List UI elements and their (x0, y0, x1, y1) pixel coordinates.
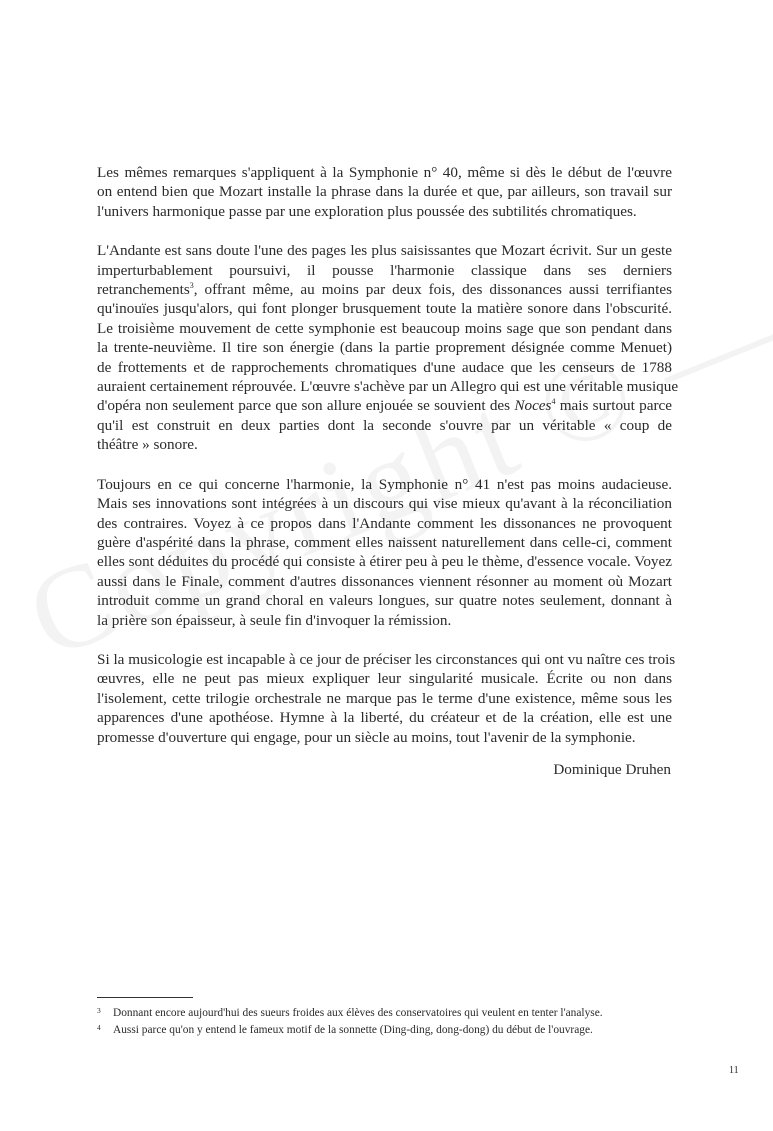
text-line: auraient certainement réprouvée. L'œuvre s'achève par un Allegro qui est une véritable musique (97, 378, 679, 396)
footnote-number: 4 (97, 1023, 101, 1032)
text-line: qu'il est construit en deux parties dont la seconde s'ouvre par un véritable « coup de (97, 416, 672, 434)
text-line: promesse d'ouverture qui engage, pour un siècle au moins, tout l'avenir de la symphonie. (97, 728, 636, 746)
text-line: introduit comme un grand choral en valeurs longues, sur quatre notes seulement, donnant à (97, 592, 672, 610)
text-line: œuvres, elle ne peut pas mieux expliquer leur singularité musicale. Écrite ou non dans (97, 670, 672, 688)
text-line: Les mêmes remarques s'appliquent à la Symphonie n° 40, même si dès le début de l'œuvre (97, 164, 672, 181)
paragraph-3 (97, 475, 672, 630)
footnote-separator (97, 997, 193, 998)
page-number: 11 (729, 1065, 739, 1076)
text-line: la trente-neuvième. Il tire son énergie (dans la partie proprement désignée comme Menuet) (97, 339, 672, 357)
text-line: Le troisième mouvement de cette symphonie est beaucoup moins sage que son pendant dans (97, 319, 672, 337)
footnote-4 (97, 1022, 674, 1039)
text-line: l'univers harmonique passe par une exploration plus poussée des subtilités chromatiques. (97, 202, 637, 220)
text-line: Mais ses innovations sont intégrées à un discours qui vise mieux qu'avant à la réconciliation (97, 495, 672, 513)
text-line: de frottements et de rapprochements chromatiques d'une audace que les censeurs de 1788 (97, 358, 672, 376)
text-line: guère d'aspérité dans la phrase, comment elles naissent naturellement dans celle-ci, comment (97, 533, 672, 551)
text-line: apparences d'une apothéose. Hymne à la liberté, du créateur et de la création, elle est une (97, 709, 672, 727)
text-line: théâtre » sonore. (97, 436, 198, 454)
paragraph-4 (97, 650, 676, 747)
footnote-3 (97, 1005, 674, 1022)
footnote-number: 3 (97, 1006, 101, 1015)
text-line: des contraires. Voyez à ce propos dans l'Andante comment les dissonances ne provoquent (97, 514, 672, 532)
text-line: Si la musicologie est incapable à ce jour de préciser les circonstances qui ont vu naître ces trois (97, 650, 676, 668)
text-line: aussi dans le Finale, comment d'autres dissonances viennent résonner au moment où Mozart (97, 572, 672, 590)
author-signature: Dominique Druhen (553, 761, 671, 778)
paragraph-2 (97, 241, 679, 454)
text-line: elles sont déduites du procédé qui consiste à étirer peu à peu le thème, d'essence vocale. Voyez (97, 553, 672, 571)
text-line: Toujours en ce qui concerne l'harmonie, la Symphonie n° 41 n'est pas moins audacieuse. (97, 475, 672, 493)
text-line: qu'inouïes jusqu'alors, qui font plonger brusquement toute la matière sonore dans l'obscurité. (97, 300, 672, 318)
footnote-text: Donnant encore aujourd'hui des sueurs froides aux élèves des conservatoires qui veulent en tenter l'analyse. (113, 1007, 603, 1019)
text-line: d'opéra non seulement parce que son allure enjouée se souvient des Noces$^4$ mais surtout parce (97, 397, 672, 415)
footnote-text: Aussi parce qu'on y entend le fameux motif de la sonnette (Ding-ding, dong-dong) du début de l'ouvrage. (113, 1024, 593, 1036)
paragraph-1 (97, 163, 672, 221)
text-line: la prière son épaisseur, à seule fin d'invoquer la rémission. (97, 611, 452, 629)
text-line: l'isolement, cette trilogie orchestrale ne marque pas le terme d'une existence, même sous les (97, 689, 672, 707)
text-line: on entend bien que Mozart installe la phrase dans la durée et que, par ailleurs, son travail sur (97, 183, 672, 201)
text-line: L'Andante est sans doute l'une des pages les plus saisissantes que Mozart écrivit. Sur un geste (97, 242, 672, 260)
text-line: retranchements$^3$, offrant même, au moins par deux fois, des dissonances aussi terrifiantes (97, 280, 672, 299)
text-line: imperturbablement poursuivi, il pousse l'harmonie classique dans ses derniers (97, 261, 672, 279)
body-text (97, 163, 679, 767)
footnotes (97, 1005, 674, 1039)
